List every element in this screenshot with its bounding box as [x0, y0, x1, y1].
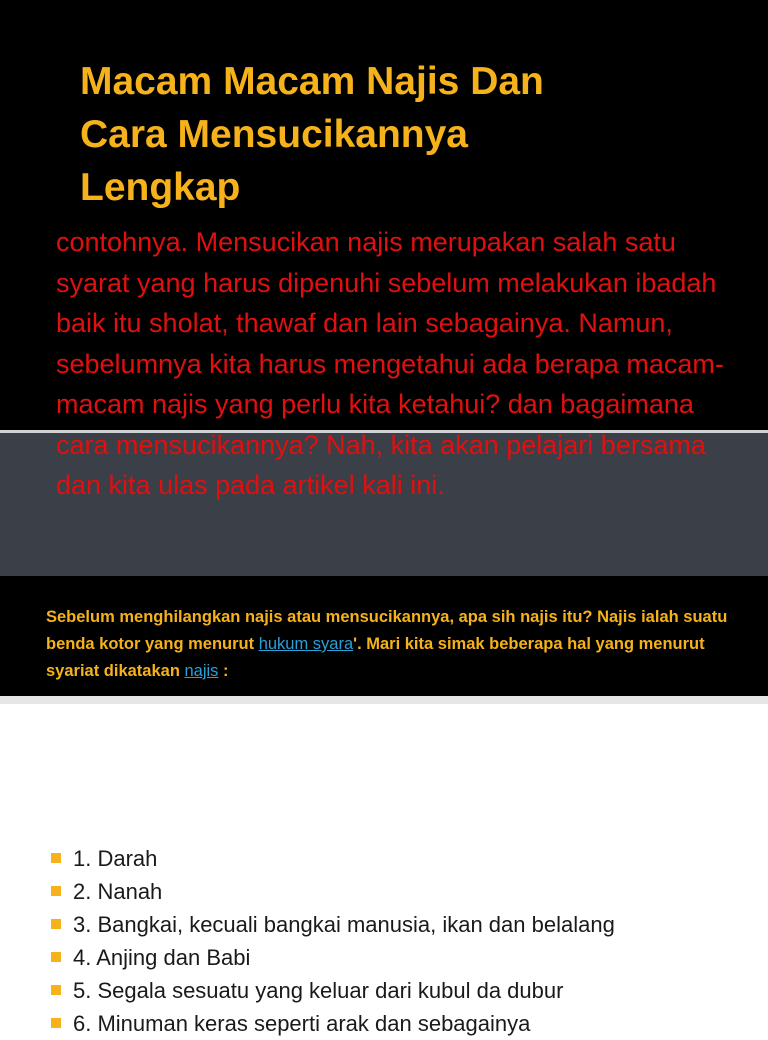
list-item-text: 6. Minuman keras seperti arak dan sebagainya: [73, 1011, 531, 1036]
list-item-text: 2. Nanah: [73, 879, 163, 904]
definition-text-part-2: '. Mari kita simak beberapa hal yang menurut syariat dikatakan: [46, 635, 705, 680]
list-item: [48, 941, 748, 974]
slide-title: [80, 55, 700, 214]
list-item-text: 1. Darah: [73, 846, 158, 871]
square-bullet-icon: [51, 919, 61, 929]
square-bullet-icon: [51, 985, 61, 995]
square-bullet-icon: [51, 853, 61, 863]
slide-divider: [0, 696, 768, 704]
definition-text-part-3: :: [218, 662, 229, 680]
definition-text-part-1: Sebelum menghilangkan najis atau mensucikannya, apa sih najis itu? Najis ialah suatu benda kotor yang menurut: [46, 608, 728, 653]
list-item: [48, 974, 748, 1007]
slide-body-text: contohnya. Mensucikan najis merupakan salah satu syarat yang harus dipenuhi sebelum melakukan ibadah baik itu sholat, thawaf dan lain sebagainya. Namun, sebelumnya kita harus mengetahui ada berapa macam-macam najis yang perlu kita ketahui? dan bagaimana cara mensucikannya? Nah, kita akan pelajari bersama dan kita ulas pada artikel kali ini.: [56, 227, 724, 500]
hukum-syara-link[interactable]: hukum syara: [258, 635, 354, 653]
title-line-2: Cara Mensucikannya: [80, 113, 469, 156]
title-line-1: Macam Macam Najis Dan: [80, 60, 544, 103]
square-bullet-icon: [51, 1018, 61, 1028]
square-bullet-icon: [51, 952, 61, 962]
list-item: [48, 842, 748, 875]
list-item-text: 5. Segala sesuatu yang keluar dari kubul da dubur: [73, 978, 564, 1003]
definition-text: [46, 604, 736, 685]
list-item-text: 4. Anjing dan Babi: [73, 945, 251, 970]
list-item: [48, 875, 748, 908]
square-bullet-icon: [51, 886, 61, 896]
title-line-3: Lengkap: [80, 166, 241, 209]
definition-slide: [0, 576, 768, 696]
list-item: [48, 908, 748, 941]
najis-link[interactable]: najis: [184, 662, 219, 680]
list-item-text: 3. Bangkai, kecuali bangkai manusia, ikan dan belalang: [73, 912, 615, 937]
najis-list: [48, 842, 748, 1040]
